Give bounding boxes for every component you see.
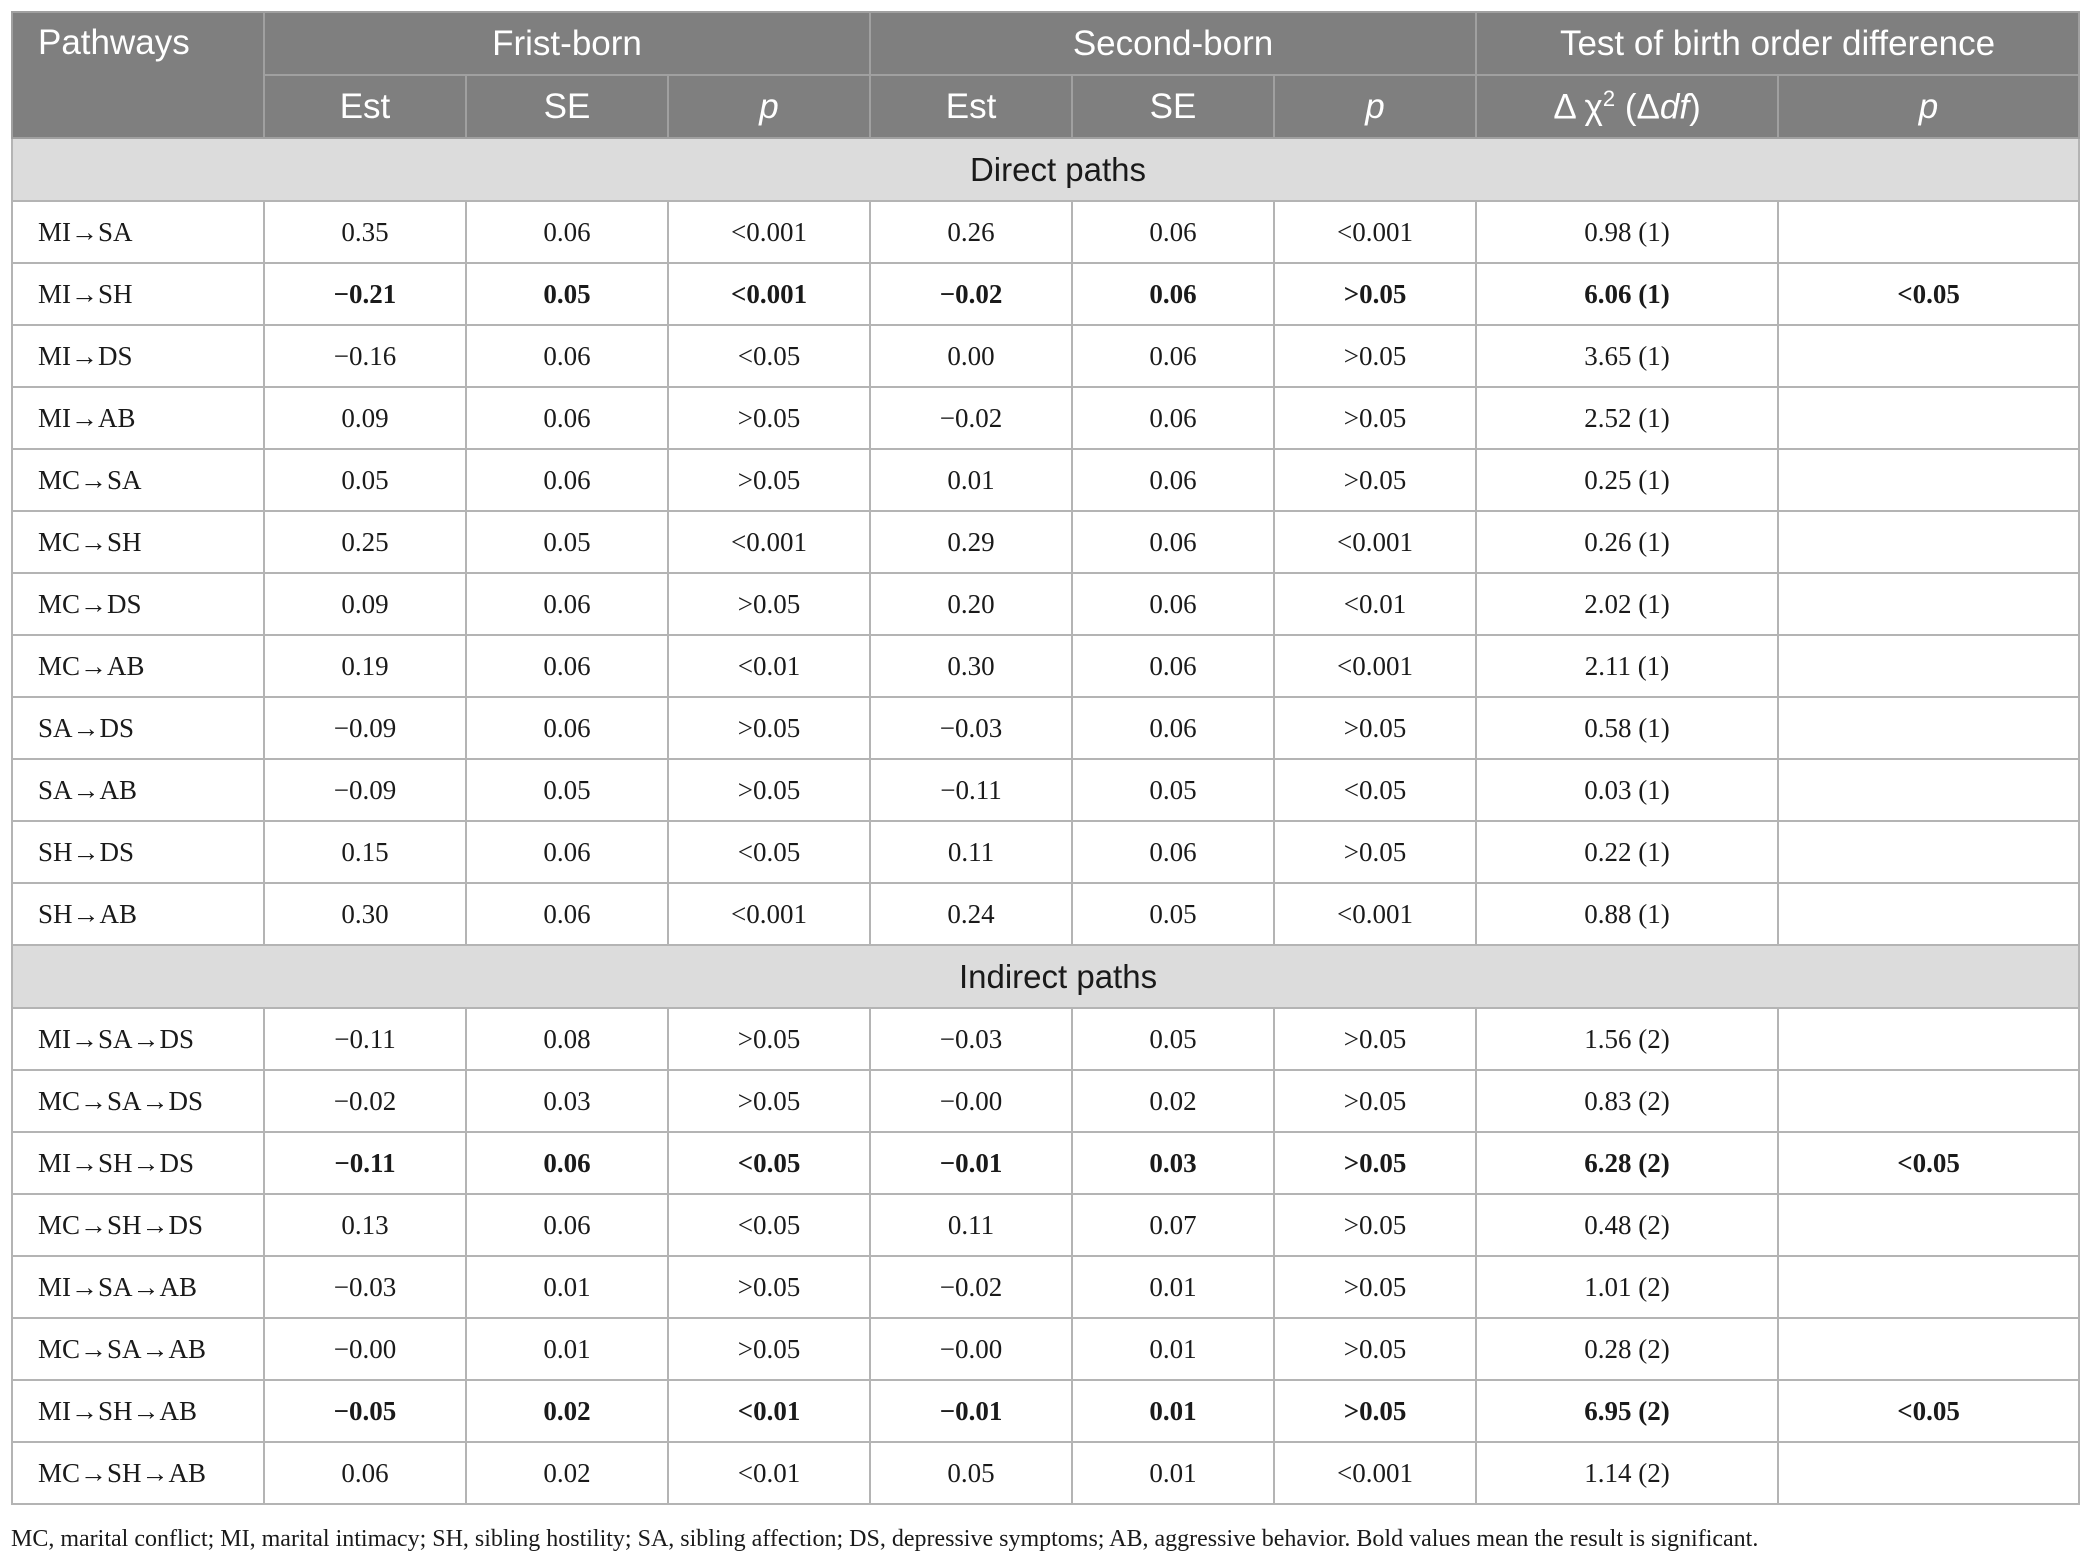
cell-fb-p: >0.05 [668,387,870,449]
cell-sb-se: 0.06 [1072,387,1274,449]
cell-diff-p [1778,387,2079,449]
cell-sb-est: −0.02 [870,387,1072,449]
header-delta-chi [1476,75,1778,138]
cell-sb-est: 0.05 [870,1442,1072,1504]
cell-fb-est: −0.00 [264,1318,466,1380]
cell-diff-p [1778,201,2079,263]
cell-fb-p: <0.001 [668,883,870,945]
cell-fb-est: −0.02 [264,1070,466,1132]
cell-path: MC→SA [12,449,264,511]
cell-delta-chi: 0.48 (2) [1476,1194,1778,1256]
delta-chi-prefix: Δ χ [1553,87,1603,127]
cell-sb-p: <0.001 [1274,1442,1476,1504]
cell-sb-se: 0.06 [1072,697,1274,759]
cell-sb-est: −0.02 [870,1256,1072,1318]
delta-chi-end: ) [1689,87,1701,127]
cell-path: MI→SH [12,263,264,325]
cell-fb-se: 0.02 [466,1380,668,1442]
cell-fb-est: −0.05 [264,1380,466,1442]
cell-fb-p: >0.05 [668,449,870,511]
cell-diff-p [1778,759,2079,821]
header-diff-p-text: p [1918,86,1939,126]
header-fb-p-text: p [759,86,779,126]
cell-path: SH→AB [12,883,264,945]
cell-fb-p: >0.05 [668,1008,870,1070]
cell-path: MI→SA→DS [12,1008,264,1070]
cell-fb-se: 0.06 [466,697,668,759]
header-first-born: Frist-born [264,12,870,75]
cell-diff-p [1778,1256,2079,1318]
cell-sb-se: 0.02 [1072,1070,1274,1132]
cell-fb-p: >0.05 [668,1070,870,1132]
table-row [12,759,2079,821]
cell-sb-est: −0.01 [870,1380,1072,1442]
cell-delta-chi: 2.52 (1) [1476,387,1778,449]
cell-sb-est: 0.24 [870,883,1072,945]
cell-sb-est: −0.01 [870,1132,1072,1194]
cell-fb-se: 0.06 [466,1194,668,1256]
cell-delta-chi: 0.26 (1) [1476,511,1778,573]
cell-sb-se: 0.05 [1072,883,1274,945]
table-row [12,1008,2079,1070]
cell-sb-p: >0.05 [1274,263,1476,325]
cell-fb-p: <0.01 [668,635,870,697]
cell-fb-est: −0.09 [264,759,466,821]
section-row [12,945,2079,1008]
table-header [12,12,2079,138]
cell-fb-se: 0.08 [466,1008,668,1070]
cell-sb-est: 0.01 [870,449,1072,511]
cell-fb-se: 0.06 [466,387,668,449]
cell-sb-est: −0.03 [870,697,1072,759]
cell-sb-se: 0.06 [1072,635,1274,697]
cell-delta-chi: 3.65 (1) [1476,325,1778,387]
section-title: Indirect paths [12,945,2079,1008]
cell-delta-chi: 0.88 (1) [1476,883,1778,945]
cell-delta-chi: 0.98 (1) [1476,201,1778,263]
cell-fb-est: 0.19 [264,635,466,697]
cell-fb-se: 0.06 [466,1132,668,1194]
cell-diff-p [1778,697,2079,759]
cell-sb-p: >0.05 [1274,697,1476,759]
cell-fb-se: 0.05 [466,511,668,573]
cell-sb-est: 0.11 [870,1194,1072,1256]
cell-sb-est: 0.00 [870,325,1072,387]
table-row [12,1318,2079,1380]
header-second-born: Second-born [870,12,1476,75]
cell-fb-se: 0.06 [466,635,668,697]
cell-fb-est: 0.25 [264,511,466,573]
cell-fb-se: 0.03 [466,1070,668,1132]
cell-fb-se: 0.06 [466,325,668,387]
header-sb-est: Est [870,75,1072,138]
cell-fb-p: <0.01 [668,1380,870,1442]
cell-fb-est: 0.05 [264,449,466,511]
cell-path: MC→SA→DS [12,1070,264,1132]
cell-sb-p: >0.05 [1274,1380,1476,1442]
cell-sb-p: >0.05 [1274,387,1476,449]
cell-sb-est: 0.20 [870,573,1072,635]
cell-path: MI→SH→DS [12,1132,264,1194]
cell-sb-p: <0.001 [1274,511,1476,573]
table-row [12,1256,2079,1318]
cell-sb-se: 0.07 [1072,1194,1274,1256]
cell-diff-p [1778,1194,2079,1256]
header-diff-p [1778,75,2079,138]
cell-path: MC→SH→AB [12,1442,264,1504]
cell-fb-p: <0.01 [668,1442,870,1504]
section-title: Direct paths [12,138,2079,201]
cell-fb-se: 0.06 [466,449,668,511]
cell-path: MI→SA→AB [12,1256,264,1318]
cell-path: MI→AB [12,387,264,449]
cell-path: SA→AB [12,759,264,821]
cell-sb-p: <0.01 [1274,573,1476,635]
table-row [12,325,2079,387]
cell-delta-chi: 6.95 (2) [1476,1380,1778,1442]
cell-sb-est: −0.11 [870,759,1072,821]
table-row [12,883,2079,945]
cell-sb-se: 0.06 [1072,201,1274,263]
cell-diff-p [1778,1070,2079,1132]
cell-sb-se: 0.01 [1072,1380,1274,1442]
table-row [12,1070,2079,1132]
pathways-table [11,11,2080,1505]
cell-sb-p: >0.05 [1274,821,1476,883]
cell-sb-est: −0.02 [870,263,1072,325]
table-footnote: MC, marital conflict; MI, marital intimacy; SH, sibling hostility; SA, sibling affection; DS, depressive symptoms; AB, aggressive behavior. Bold values mean the result is significant. [11,1526,1759,1552]
cell-diff-p: <0.05 [1778,263,2079,325]
cell-diff-p [1778,511,2079,573]
cell-path: SA→DS [12,697,264,759]
cell-diff-p [1778,449,2079,511]
cell-fb-est: 0.09 [264,387,466,449]
cell-fb-est: −0.21 [264,263,466,325]
cell-delta-chi: 2.11 (1) [1476,635,1778,697]
cell-fb-est: −0.16 [264,325,466,387]
header-fb-est: Est [264,75,466,138]
cell-sb-p: <0.001 [1274,201,1476,263]
cell-fb-est: −0.09 [264,697,466,759]
cell-diff-p: <0.05 [1778,1132,2079,1194]
cell-diff-p [1778,573,2079,635]
table-container [11,11,2076,1505]
cell-path: MC→SH→DS [12,1194,264,1256]
cell-sb-se: 0.03 [1072,1132,1274,1194]
cell-sb-se: 0.01 [1072,1442,1274,1504]
header-birth-order-test: Test of birth order difference [1476,12,2079,75]
cell-sb-se: 0.05 [1072,759,1274,821]
cell-path: MI→SH→AB [12,1380,264,1442]
table-row [12,635,2079,697]
cell-delta-chi: 1.56 (2) [1476,1008,1778,1070]
cell-fb-p: >0.05 [668,1318,870,1380]
cell-sb-p: >0.05 [1274,1256,1476,1318]
cell-sb-se: 0.06 [1072,573,1274,635]
cell-diff-p [1778,325,2079,387]
cell-path: MC→SH [12,511,264,573]
cell-sb-est: −0.00 [870,1318,1072,1380]
cell-sb-p: >0.05 [1274,449,1476,511]
cell-delta-chi: 0.03 (1) [1476,759,1778,821]
cell-delta-chi: 6.28 (2) [1476,1132,1778,1194]
cell-sb-p: >0.05 [1274,325,1476,387]
cell-sb-p: <0.001 [1274,635,1476,697]
cell-delta-chi: 0.28 (2) [1476,1318,1778,1380]
cell-fb-se: 0.02 [466,1442,668,1504]
cell-fb-est: 0.13 [264,1194,466,1256]
cell-fb-est: 0.09 [264,573,466,635]
cell-fb-p: <0.05 [668,325,870,387]
cell-path: MI→SA [12,201,264,263]
cell-sb-p: >0.05 [1274,1008,1476,1070]
cell-fb-se: 0.05 [466,759,668,821]
cell-fb-est: −0.03 [264,1256,466,1318]
cell-fb-se: 0.06 [466,821,668,883]
cell-fb-se: 0.01 [466,1256,668,1318]
table-body [12,138,2079,1504]
cell-path: SH→DS [12,821,264,883]
cell-sb-est: −0.00 [870,1070,1072,1132]
cell-diff-p [1778,1318,2079,1380]
cell-diff-p [1778,1442,2079,1504]
cell-delta-chi: 2.02 (1) [1476,573,1778,635]
cell-diff-p [1778,883,2079,945]
cell-fb-est: −0.11 [264,1008,466,1070]
cell-fb-se: 0.06 [466,573,668,635]
cell-delta-chi: 0.25 (1) [1476,449,1778,511]
cell-sb-se: 0.05 [1072,1008,1274,1070]
header-fb-p [668,75,870,138]
header-pathways: Pathways [12,12,264,138]
section-row [12,138,2079,201]
cell-fb-se: 0.06 [466,883,668,945]
cell-path: MC→AB [12,635,264,697]
cell-diff-p [1778,821,2079,883]
cell-fb-est: 0.06 [264,1442,466,1504]
cell-sb-est: −0.03 [870,1008,1072,1070]
cell-delta-chi: 0.83 (2) [1476,1070,1778,1132]
table-row [12,1194,2079,1256]
cell-fb-est: 0.35 [264,201,466,263]
table-row [12,511,2079,573]
delta-chi-sup: 2 [1602,85,1616,111]
header-sb-se: SE [1072,75,1274,138]
delta-chi-df: df [1659,87,1690,127]
table-row [12,201,2079,263]
cell-diff-p [1778,1008,2079,1070]
cell-diff-p [1778,635,2079,697]
cell-fb-se: 0.05 [466,263,668,325]
cell-sb-p: <0.001 [1274,883,1476,945]
cell-sb-p: >0.05 [1274,1318,1476,1380]
cell-sb-p: <0.05 [1274,759,1476,821]
cell-fb-se: 0.01 [466,1318,668,1380]
cell-sb-est: 0.29 [870,511,1072,573]
cell-path: MI→DS [12,325,264,387]
table-row [12,449,2079,511]
cell-fb-p: <0.001 [668,511,870,573]
cell-fb-est: 0.30 [264,883,466,945]
header-sb-p-text: p [1365,86,1385,126]
cell-sb-est: 0.11 [870,821,1072,883]
cell-delta-chi: 1.01 (2) [1476,1256,1778,1318]
table-row [12,697,2079,759]
cell-delta-chi: 0.22 (1) [1476,821,1778,883]
cell-sb-se: 0.06 [1072,325,1274,387]
cell-fb-p: >0.05 [668,1256,870,1318]
cell-fb-est: −0.11 [264,1132,466,1194]
cell-sb-p: >0.05 [1274,1194,1476,1256]
cell-sb-se: 0.06 [1072,821,1274,883]
table-row [12,263,2079,325]
cell-delta-chi: 0.58 (1) [1476,697,1778,759]
table-row [12,387,2079,449]
cell-fb-p: <0.001 [668,201,870,263]
cell-sb-est: 0.26 [870,201,1072,263]
table-row [12,1442,2079,1504]
cell-fb-se: 0.06 [466,201,668,263]
cell-fb-est: 0.15 [264,821,466,883]
cell-delta-chi: 6.06 (1) [1476,263,1778,325]
cell-fb-p: <0.05 [668,1194,870,1256]
cell-fb-p: >0.05 [668,759,870,821]
cell-fb-p: <0.001 [668,263,870,325]
header-fb-se: SE [466,75,668,138]
cell-sb-se: 0.06 [1072,263,1274,325]
cell-path: MC→DS [12,573,264,635]
cell-fb-p: <0.05 [668,821,870,883]
cell-diff-p: <0.05 [1778,1380,2079,1442]
cell-fb-p: >0.05 [668,573,870,635]
cell-sb-se: 0.01 [1072,1318,1274,1380]
cell-sb-p: >0.05 [1274,1132,1476,1194]
cell-path: MC→SA→AB [12,1318,264,1380]
header-sb-p [1274,75,1476,138]
cell-fb-p: <0.05 [668,1132,870,1194]
delta-chi-mid: (Δ [1615,87,1660,127]
cell-fb-p: >0.05 [668,697,870,759]
cell-sb-se: 0.01 [1072,1256,1274,1318]
table-row [12,573,2079,635]
cell-sb-se: 0.06 [1072,511,1274,573]
cell-sb-p: >0.05 [1274,1070,1476,1132]
table-row [12,1380,2079,1442]
table-row [12,1132,2079,1194]
cell-sb-est: 0.30 [870,635,1072,697]
cell-delta-chi: 1.14 (2) [1476,1442,1778,1504]
cell-sb-se: 0.06 [1072,449,1274,511]
table-row [12,821,2079,883]
